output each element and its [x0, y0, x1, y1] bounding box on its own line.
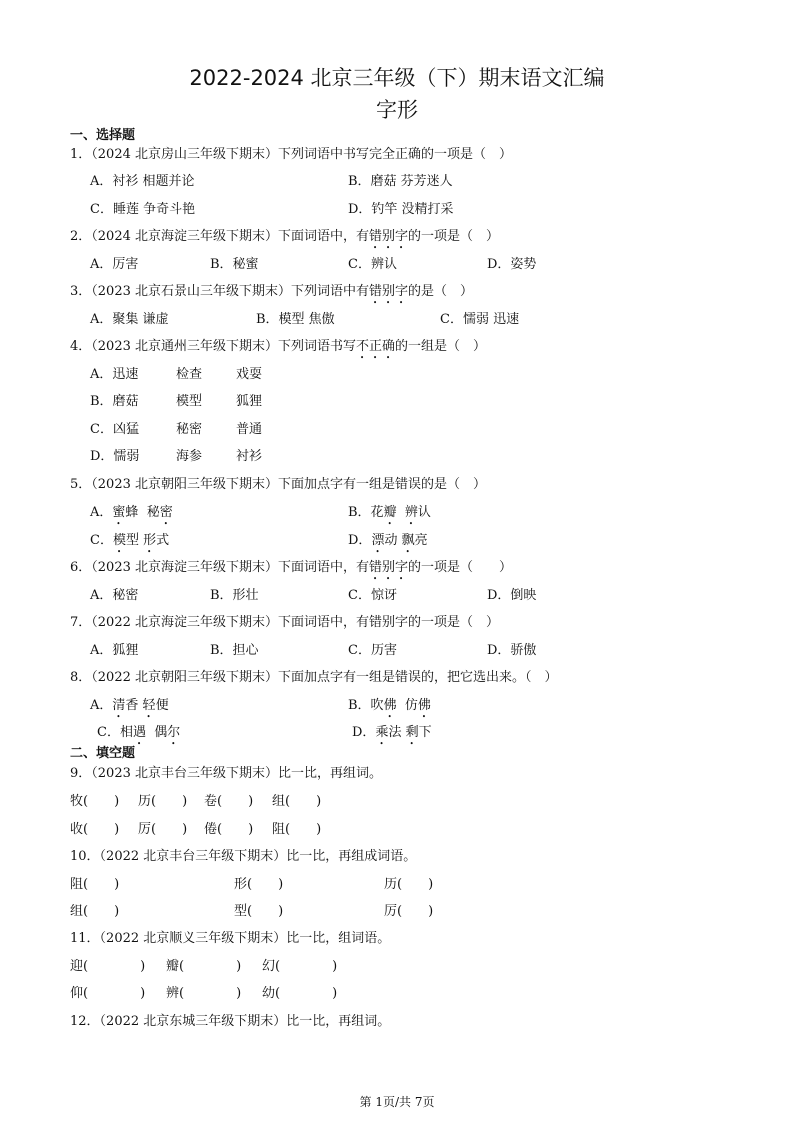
- q5-option-d: D．漂动 飘亮: [348, 533, 428, 548]
- q4-option-d-2: 海参: [176, 449, 203, 464]
- question-8-stem: 8．（2022 北京朝阳三年级下期末）下面加点字有一组是错误的，把它选出来。（ ）: [70, 670, 558, 685]
- q4-option-c-2: 秘密: [176, 422, 203, 437]
- q10-blank[interactable]: 历( ): [384, 877, 434, 892]
- q7-option-b: B．担心: [210, 643, 259, 658]
- q8-option-a: A．清香 轻便: [90, 698, 169, 713]
- q5-option-a: A．蜜蜂 秘密: [90, 505, 173, 520]
- question-9-stem: 9．（2023 北京丰台三年级下期末）比一比，再组词。: [70, 766, 382, 781]
- q7-option-c: C．历害: [348, 643, 397, 658]
- q4-option-a-2: 检查: [176, 367, 203, 382]
- q4-option-c-3: 普通: [236, 422, 263, 437]
- question-6-stem: 6．（2023 北京海淀三年级下期末）下面词语中，有错别字的一项是（ ）: [70, 560, 513, 575]
- question-3-stem: 3．（2023 北京石景山三年级下期末）下列词语中有错别字的是（ ）: [70, 284, 474, 299]
- q4-option-c-1: C．凶猛: [90, 422, 139, 437]
- question-2-stem: 2．（2024 北京海淀三年级下期末）下面词语中，有错别字的一项是（ ）: [70, 229, 500, 244]
- q10-blank[interactable]: 阻( ): [70, 877, 120, 892]
- q11-blank[interactable]: 迎( ): [70, 959, 146, 974]
- q9-blank[interactable]: 厉( ): [138, 822, 188, 837]
- q3-option-b: B．模型 焦傲: [256, 312, 335, 327]
- q8-option-b: B．吹佛 仿佛: [348, 698, 431, 713]
- q11-blank[interactable]: 幼( ): [262, 986, 338, 1001]
- document-title: 2022-2024 北京三年级（下）期末语文汇编: [189, 66, 605, 90]
- q11-blank[interactable]: 辨( ): [166, 986, 242, 1001]
- question-7-stem: 7．（2022 北京海淀三年级下期末）下面词语中，有错别字的一项是（ ）: [70, 615, 499, 630]
- q1-option-b: B．磨菇 芬芳迷人: [348, 174, 453, 189]
- q10-blank[interactable]: 形( ): [234, 877, 284, 892]
- q4-option-a-1: A．迅速: [90, 367, 139, 382]
- question-12-stem: 12．（2022 北京东城三年级下期末）比一比，再组词。: [70, 1014, 391, 1029]
- q3-option-c: C．懦弱 迅速: [440, 312, 520, 327]
- q11-blank[interactable]: 幻( ): [262, 959, 338, 974]
- q2-option-b: B．秘蜜: [210, 257, 259, 272]
- q6-option-c: C．惊讶: [348, 588, 397, 603]
- q1-option-a: A．衬衫 相题并论: [90, 174, 195, 189]
- q9-blank[interactable]: 倦( ): [204, 822, 254, 837]
- q4-option-d-1: D．懦弱: [90, 449, 140, 464]
- section-heading-fill: 二、填空题: [70, 746, 136, 761]
- q5-option-b: B．花瓣 辨认: [348, 505, 431, 520]
- q4-option-b-2: 模型: [176, 394, 203, 409]
- q3-option-a: A．聚集 谦虚: [90, 312, 169, 327]
- q9-blank[interactable]: 牧( ): [70, 794, 120, 809]
- q4-option-b-1: B．磨菇: [90, 394, 139, 409]
- page-footer: 第 1页/共 7页: [359, 1095, 435, 1109]
- q1-option-d: D．钓竿 没精打采: [348, 202, 454, 217]
- q9-blank[interactable]: 历( ): [138, 794, 188, 809]
- q5-option-c: C．模型 形式: [90, 533, 170, 548]
- q2-option-c: C．辨认: [348, 257, 397, 272]
- q6-option-d: D．倒映: [487, 588, 537, 603]
- q11-blank[interactable]: 瓣( ): [166, 959, 242, 974]
- q7-option-d: D．骄傲: [487, 643, 537, 658]
- q2-option-a: A．厉害: [90, 257, 139, 272]
- q4-option-a-3: 戏耍: [236, 367, 263, 382]
- q11-blank[interactable]: 仰( ): [70, 986, 146, 1001]
- q6-option-a: A．秘密: [90, 588, 139, 603]
- question-11-stem: 11．（2022 北京顺义三年级下期末）比一比，组词语。: [70, 931, 391, 946]
- question-10-stem: 10．（2022 北京丰台三年级下期末）比一比，再组成词语。: [70, 849, 417, 864]
- q6-option-b: B．形壮: [210, 588, 259, 603]
- q9-blank[interactable]: 阻( ): [272, 822, 322, 837]
- q10-blank[interactable]: 型( ): [234, 904, 284, 919]
- q2-option-d: D．姿势: [487, 257, 537, 272]
- document-subtitle: 字形: [376, 98, 418, 122]
- q9-blank[interactable]: 组( ): [272, 794, 322, 809]
- q10-blank[interactable]: 组( ): [70, 904, 120, 919]
- q1-option-c: C．睡莲 争奇斗艳: [90, 202, 196, 217]
- q7-option-a: A．狐狸: [90, 643, 139, 658]
- q9-blank[interactable]: 卷( ): [204, 794, 254, 809]
- question-4-stem: 4．（2023 北京通州三年级下期末）下列词语书写不正确的一组是（ ）: [70, 339, 487, 354]
- q8-option-c: C．相遇 偶尔: [97, 725, 181, 740]
- question-5-stem: 5．（2023 北京朝阳三年级下期末）下面加点字有一组是错误的是（ ）: [70, 477, 486, 492]
- q10-blank[interactable]: 厉( ): [384, 904, 434, 919]
- q9-blank[interactable]: 收( ): [70, 822, 120, 837]
- q4-option-b-3: 狐狸: [236, 394, 263, 409]
- question-1-stem: 1．（2024 北京房山三年级下期末）下列词语中书写完全正确的一项是（ ）: [70, 147, 512, 162]
- q4-option-d-3: 衬衫: [236, 449, 263, 464]
- section-heading-choice: 一、选择题: [70, 128, 136, 143]
- q8-option-d: D．乘法 剩下: [352, 725, 432, 740]
